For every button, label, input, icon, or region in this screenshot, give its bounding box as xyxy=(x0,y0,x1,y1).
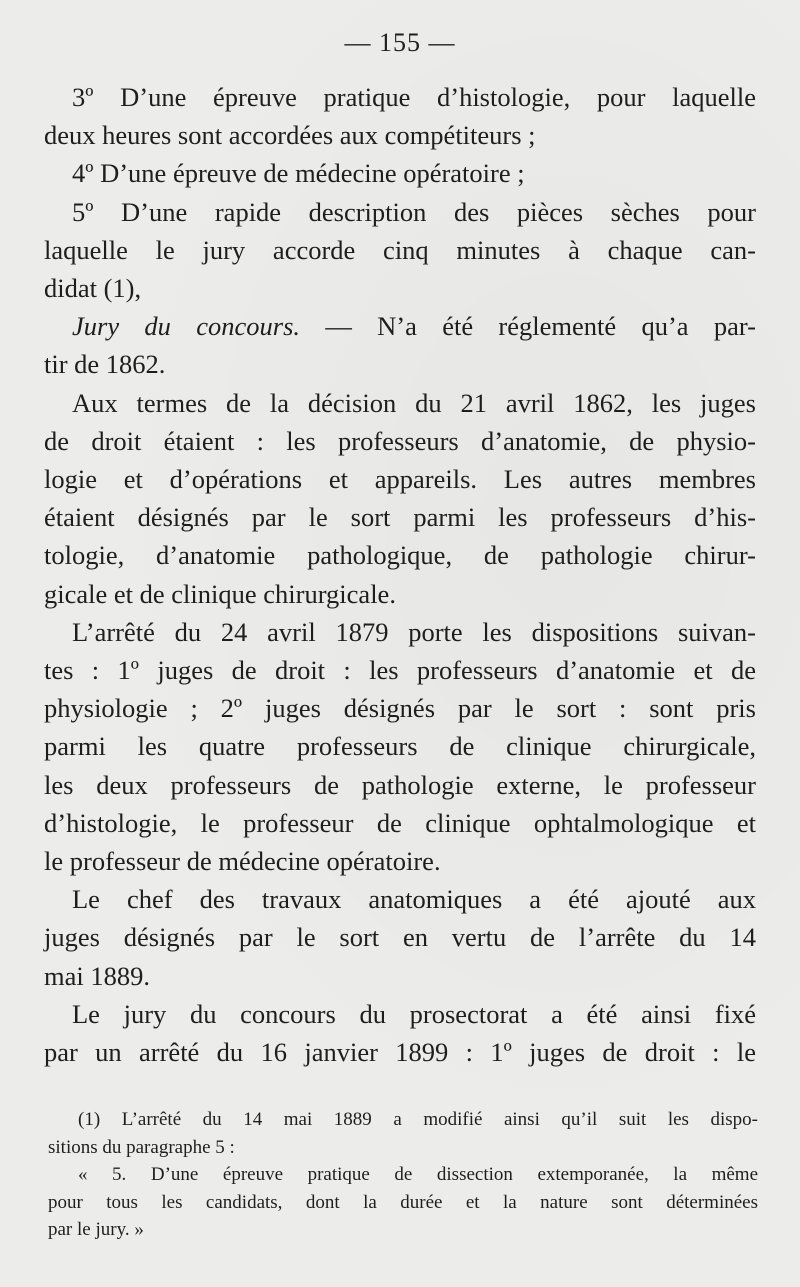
body-text xyxy=(44,78,756,1071)
text-line: didat (1), xyxy=(44,273,142,304)
footnote-line: (1) L’arrêté du 14 mai 1889 a modifié ainsi qu’il suit les dispo- xyxy=(78,1109,758,1130)
text-line: tologie, d’anatomie pathologique, de pathologie chirur- xyxy=(44,540,756,571)
footnote-line: sitions du paragraphe 5 : xyxy=(48,1136,235,1158)
text-line: 3º D’une épreuve pratique d’histologie, pour laquelle xyxy=(72,82,756,112)
footnote-line: « 5. D’une épreuve pratique de dissection extemporanée, la même xyxy=(78,1164,758,1185)
text-line: mai 1889. xyxy=(44,960,150,991)
text-line: gicale et de clinique chirurgicale. xyxy=(44,578,396,609)
text-line: L’arrêté du 24 avril 1879 porte les dispositions suivan- xyxy=(72,616,756,647)
text-line: Le jury du concours du prosectorat a été ainsi fixé xyxy=(72,998,756,1029)
text-line: physiologie ; 2º juges désignés par le sort : sont pris xyxy=(44,693,756,724)
footnote-line: pour tous les candidats, dont la durée et la nature sont déterminées xyxy=(48,1191,758,1213)
footnote-line: par le jury. » xyxy=(48,1219,144,1240)
text-line: le professeur de médecine opératoire. xyxy=(44,846,441,877)
page-number: — 155 — xyxy=(344,28,456,57)
text-line: deux heures sont accordées aux compétiteurs ; xyxy=(44,120,536,151)
text-line: les deux professeurs de pathologie externe, le professeur xyxy=(44,769,756,800)
paragraph-block-jury xyxy=(44,345,756,1071)
text-line: d’histologie, le professeur de clinique ophtalmologique et xyxy=(44,807,756,838)
jury-heading-rest: — N’a été réglementé qu’a par- xyxy=(300,311,756,342)
text-line: tir de 1862. xyxy=(44,349,166,380)
text-line: Aux termes de la décision du 21 avril 1862, les juges xyxy=(72,387,756,418)
text-line: Le chef des travaux anatomiques a été ajouté aux xyxy=(72,884,756,915)
text-line: parmi les quatre professeurs de clinique chirurgicale, xyxy=(44,731,756,762)
text-line: de droit étaient : les professeurs d’anatomie, de physio- xyxy=(44,425,756,456)
text-line: juges désignés par le sort en vertu de l’arrête du 14 xyxy=(44,922,756,953)
footnote-block xyxy=(48,1106,758,1244)
jury-heading: Jury du concours. xyxy=(72,311,301,342)
paragraph-block-epreuves xyxy=(44,78,756,307)
text-line: par un arrêté du 16 janvier 1899 : 1º juges de droit : le xyxy=(44,1037,756,1068)
text-line: laquelle le jury accorde cinq minutes à chaque can- xyxy=(44,234,756,265)
text-line: tes : 1º juges de droit : les professeurs d’anatomie et de xyxy=(44,655,756,686)
jury-heading-line xyxy=(44,307,756,345)
text-line: logie et d’opérations et appareils. Les autres membres xyxy=(44,464,756,495)
text-line: 4º D’une épreuve de médecine opératoire ; xyxy=(72,158,525,189)
text-line: étaient désignés par le sort parmi les professeurs d’his- xyxy=(44,502,756,533)
footnotes xyxy=(48,1106,758,1244)
text-line: 5º D’une rapide description des pièces sèches pour xyxy=(72,196,756,227)
